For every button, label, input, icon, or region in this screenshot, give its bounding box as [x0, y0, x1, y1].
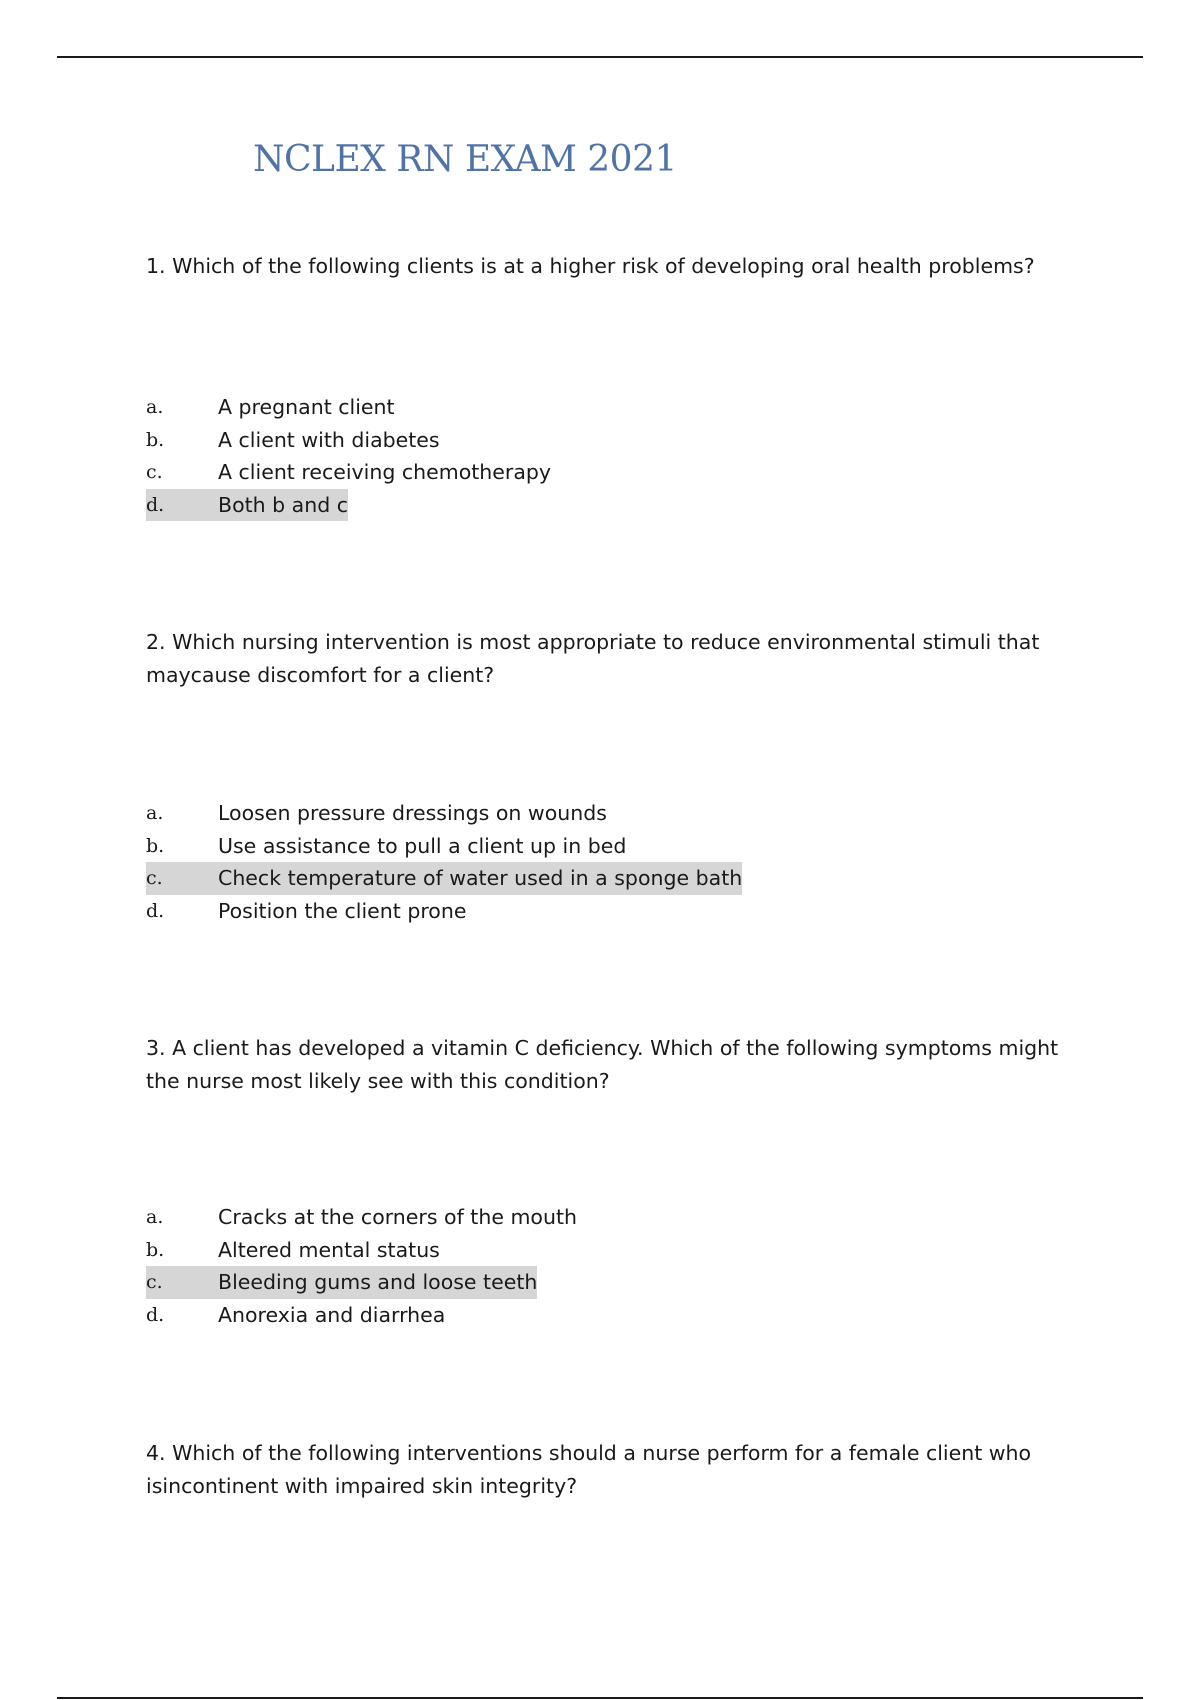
option-letter: b. [146, 834, 165, 857]
question-2-option-c-highlighted [146, 862, 742, 895]
option-text: Loosen pressure dressings on wounds [218, 801, 607, 826]
option-letter: b. [146, 1238, 165, 1261]
option-letter: d. [146, 493, 165, 516]
bottom-rule [57, 1697, 1143, 1699]
question-2-option-b [146, 830, 626, 863]
question-2-options [146, 797, 742, 927]
question-3-option-a [146, 1201, 577, 1234]
option-letter: a. [146, 1206, 164, 1229]
question-3-options [146, 1201, 577, 1331]
page-title: NCLEX RN EXAM 2021 [253, 139, 677, 180]
question-1-option-c [146, 456, 551, 489]
option-text: Cracks at the corners of the mouth [218, 1205, 578, 1230]
option-letter: c. [146, 461, 163, 484]
question-3-option-d [146, 1299, 445, 1332]
option-text: Use assistance to pull a client up in bed [218, 833, 627, 858]
question-3-text: 3. A client has developed a vitamin C deficiency. Which of the following symptoms might the nurse most likely see with this condition? [146, 1036, 1059, 1093]
option-text: A pregnant client [218, 395, 395, 420]
question-1-text: 1. Which of the following clients is at a higher risk of developing oral health problems? [146, 254, 1035, 278]
option-letter: d. [146, 899, 165, 922]
option-letter: c. [146, 1271, 163, 1294]
question-1-option-d-highlighted [146, 489, 348, 522]
option-text: A client with diabetes [218, 427, 440, 452]
question-4-text: 4. Which of the following interventions should a nurse perform for a female client who isincontinent with impaired skin integrity? [146, 1441, 1032, 1498]
question-2-option-d [146, 895, 466, 928]
option-text: A client receiving chemotherapy [218, 460, 552, 485]
option-letter: b. [146, 428, 165, 451]
option-text: Check temperature of water used in a sponge bath [218, 866, 743, 891]
question-1-options [146, 391, 551, 521]
question-3-option-c-highlighted [146, 1266, 537, 1299]
option-letter: c. [146, 867, 163, 890]
option-text: Bleeding gums and loose teeth [218, 1270, 538, 1295]
question-2-text: 2. Which nursing intervention is most appropriate to reduce environmental stimuli that maycause discomfort for a client? [146, 630, 1040, 687]
question-1-option-b [146, 424, 440, 457]
option-letter: a. [146, 396, 164, 419]
question-1-option-a [146, 391, 395, 424]
option-text: Position the client prone [218, 898, 467, 923]
top-rule [57, 56, 1143, 58]
option-text: Altered mental status [218, 1237, 440, 1262]
option-text: Anorexia and diarrhea [218, 1302, 446, 1327]
question-3-option-b [146, 1234, 440, 1267]
question-2-option-a [146, 797, 607, 830]
option-letter: a. [146, 802, 164, 825]
option-letter: d. [146, 1303, 165, 1326]
option-text: Both b and c [218, 492, 349, 517]
